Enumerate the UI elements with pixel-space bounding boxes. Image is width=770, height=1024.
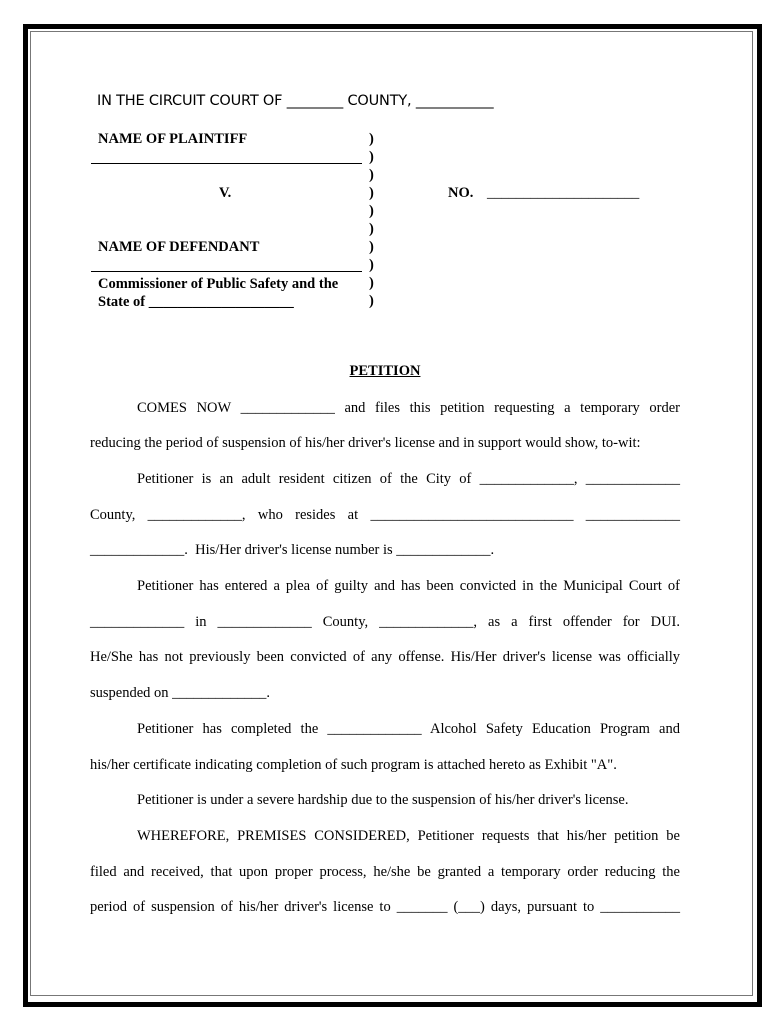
plaintiff-label: NAME OF PLAINTIFF bbox=[98, 131, 248, 147]
court-heading: IN THE CIRCUIT COURT OF ________ COUNTY, ___________ bbox=[97, 93, 494, 109]
body-line: period of suspension of his/her driver's license to _______ (___) days, pursuant to ___________ bbox=[90, 899, 680, 915]
caption-paren: ) bbox=[369, 257, 374, 273]
case-number-label: NO. bbox=[448, 185, 474, 201]
caption-paren: ) bbox=[369, 131, 374, 147]
body-line: reducing the period of suspension of his/her driver's license and in support would show, to-wit: bbox=[90, 435, 641, 451]
defendant-line-1: Commissioner of Public Safety and the bbox=[98, 276, 339, 292]
body-line: Petitioner has entered a plea of guilty and has been convicted in the Municipal Court of bbox=[137, 578, 680, 594]
caption-paren: ) bbox=[369, 293, 374, 309]
body-line: _____________. His/Her driver's license number is _____________. bbox=[90, 542, 495, 558]
caption-paren: ) bbox=[369, 203, 374, 219]
defendant-blank-line bbox=[91, 271, 362, 272]
body-line: Petitioner has completed the _____________ Alcohol Safety Education Program and bbox=[137, 721, 680, 737]
body-line: COMES NOW _____________ and files this petition requesting a temporary order bbox=[137, 400, 680, 416]
body-line: County, _____________, who resides at ____________________________ _____________ bbox=[90, 507, 680, 523]
caption-paren: ) bbox=[369, 275, 374, 291]
caption-paren: ) bbox=[369, 167, 374, 183]
defendant-line-2: State of ____________________ bbox=[98, 294, 294, 310]
caption-paren: ) bbox=[369, 185, 374, 201]
versus-label: V. bbox=[219, 185, 232, 201]
petition-title: PETITION bbox=[349, 363, 421, 379]
case-number-blank: _____________________ bbox=[487, 185, 640, 201]
caption-paren: ) bbox=[369, 221, 374, 237]
caption-paren: ) bbox=[369, 149, 374, 165]
caption-paren: ) bbox=[369, 239, 374, 255]
plaintiff-blank-line bbox=[91, 163, 362, 164]
body-line: his/her certificate indicating completion of such program is attached hereto as Exhibit "A". bbox=[90, 757, 617, 773]
body-line: filed and received, that upon proper process, he/she be granted a temporary order reducing the bbox=[90, 864, 680, 880]
body-line: Petitioner is an adult resident citizen of the City of _____________, _____________ bbox=[137, 471, 680, 487]
body-line: He/She has not previously been convicted of any offense. His/Her driver's license was officially bbox=[90, 649, 680, 665]
body-line: _____________ in _____________ County, _____________, as a first offender for DUI. bbox=[90, 614, 680, 630]
defendant-label: NAME OF DEFENDANT bbox=[98, 239, 260, 255]
body-line: Petitioner is under a severe hardship due to the suspension of his/her driver's license. bbox=[137, 792, 629, 808]
body-line: suspended on _____________. bbox=[90, 685, 271, 701]
body-line: WHEREFORE, PREMISES CONSIDERED, Petitioner requests that his/her petition be bbox=[137, 828, 680, 844]
